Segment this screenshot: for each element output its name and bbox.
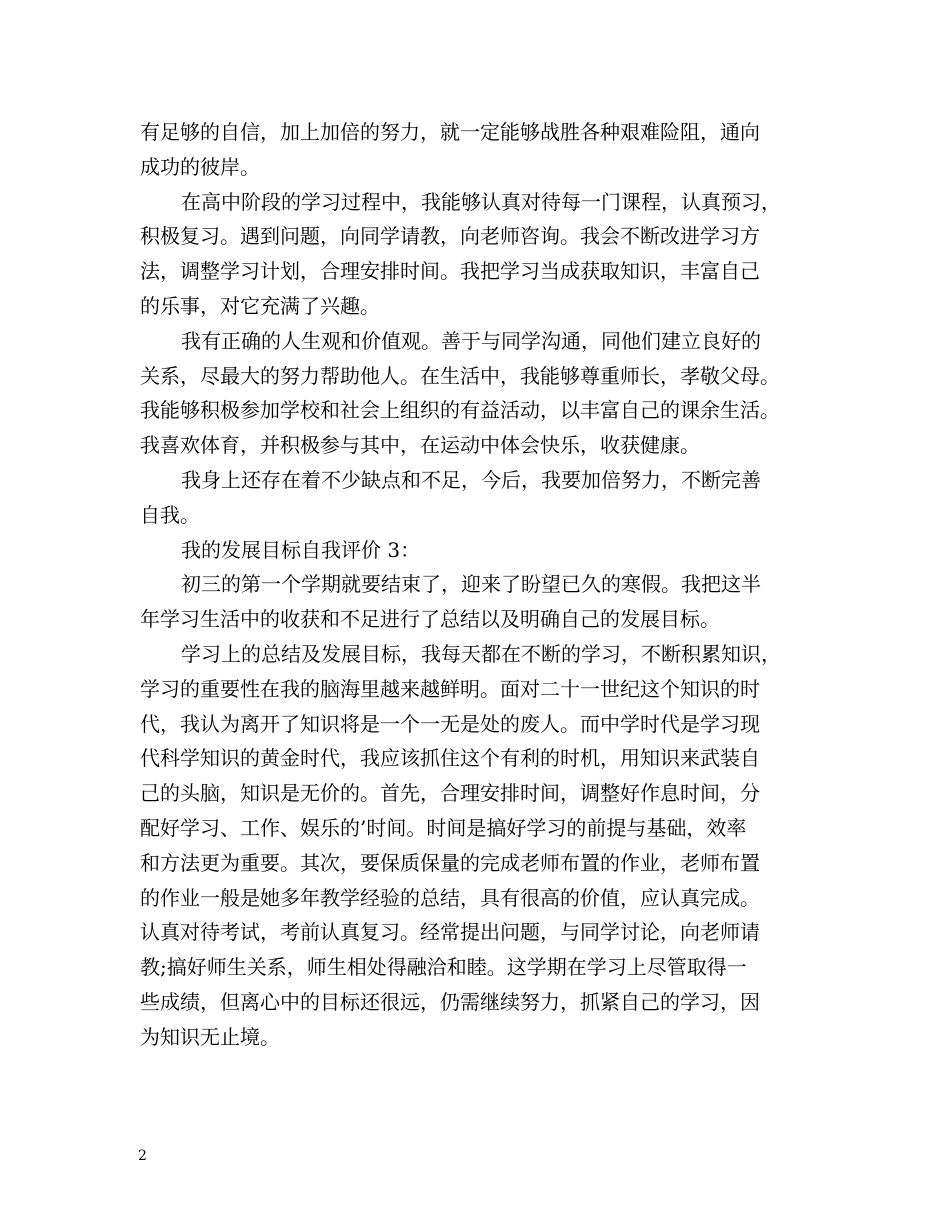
text-line: 配好学习、工作、娱乐的’时间。时间是搞好学习的前提与基础，效率 <box>140 815 747 840</box>
text-line: 关系，尽最大的努力帮助他人。在生活中，我能够尊重师长，孝敬父母。 <box>140 363 780 388</box>
text-line: 的作业一般是她多年教学经验的总结，具有很高的价值，应认真完成。 <box>140 885 760 910</box>
text-line: 有足够的自信，加上加倍的努力，就一定能够战胜各种艰难险阻，通向 <box>140 120 760 144</box>
text-line: 些成绩，但离心中的目标还很远，仍需继续努力，抓紧自己的学习，因 <box>140 989 760 1014</box>
text-line: 成功的彼岸。 <box>140 154 260 179</box>
text-line: 的乐事，对它充满了兴趣。 <box>140 293 380 318</box>
text-line: 积极复习。遇到问题，向同学请教，向老师咨询。我会不断改进学习方 <box>140 224 760 249</box>
text-line: 代科学知识的黄金时代，我应该抓住这个有利的时机，用知识来武装自 <box>140 746 760 771</box>
text-line: 代，我认为离开了知识将是一个一无是处的废人。而中学时代是学习现 <box>140 711 760 736</box>
text-line: 认真对待考试，考前认真复习。经常提出问题，与同学讨论，向老师请 <box>140 920 760 945</box>
text-line: 己的头脑，知识是无价的。首先，合理安排时间，调整好作息时间，分 <box>140 781 760 806</box>
text-line: 和方法更为重要。其次，要保质保量的完成老师布置的作业，老师布置 <box>140 850 760 875</box>
text-line: 教;搞好师生关系，师生相处得融洽和睦。这学期在学习上尽管取得一 <box>140 955 747 980</box>
text-line: 年学习生活中的收获和不足进行了总结以及明确自己的发展目标。 <box>140 607 720 632</box>
paragraph-start-line: 我身上还存在着不少缺点和不足，今后，我要加倍努力，不断完善 <box>181 467 761 492</box>
text-line: 我能够积极参加学校和社会上组织的有益活动，以丰富自己的课余生活。 <box>140 398 780 423</box>
body-text <box>140 115 830 1055</box>
text-line: 法，调整学习计划，合理安排时间。我把学习当成获取知识，丰富自己 <box>140 259 760 284</box>
text-line: 自我。 <box>140 502 200 527</box>
text-line: 我喜欢体育，并积极参与其中，在运动中体会快乐，收获健康。 <box>140 433 700 458</box>
page-number: 2 <box>138 1148 147 1164</box>
paragraph-start-line: 学习上的总结及发展目标，我每天都在不断的学习，不断积累知识， <box>181 641 781 666</box>
paragraph-start-line: 我有正确的人生观和价值观。善于与同学沟通，同他们建立良好的 <box>181 328 761 353</box>
paragraph-start-line: 在高中阶段的学习过程中，我能够认真对待每一门课程，认真预习， <box>181 189 781 214</box>
text-line: 学习的重要性在我的脑海里越来越鲜明。面对二十一世纪这个知识的时 <box>140 676 760 701</box>
paragraph-start-line: 初三的第一个学期就要结束了，迎来了盼望已久的寒假。我把这半 <box>181 572 761 597</box>
text-line: 为知识无止境。 <box>140 1024 280 1049</box>
section-heading: 我的发展目标自我评价 3： <box>181 537 421 562</box>
